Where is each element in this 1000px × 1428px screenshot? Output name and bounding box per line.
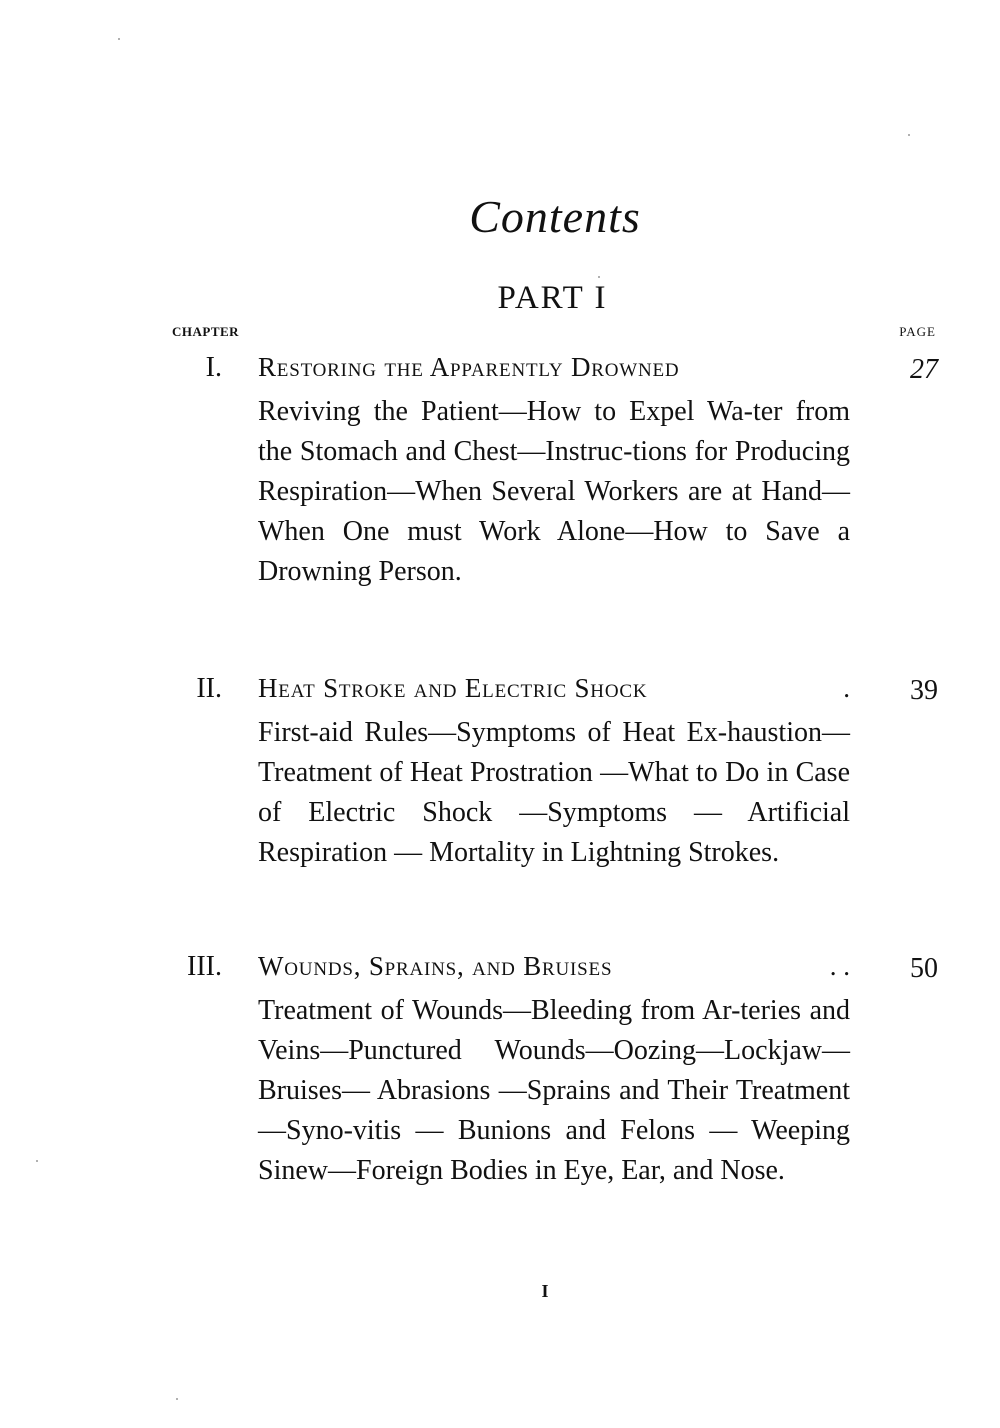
paper-speck (598, 276, 600, 278)
chapter-summary: Treatment of Wounds—Bleeding from Ar-teries and Veins—Punctured Wounds—Oozing—Lockjaw—Bruises— Abrasions —Sprains and Their Treatment—Syno-vitis — Bunions and Felons — Weeping Sinew—Foreign Bodies in Eye, Ear, and Nose. (258, 995, 850, 1186)
chapter-numeral: III. (187, 951, 222, 982)
chapter-summary: Reviving the Patient—How to Expel Wa-ter from the Stomach and Chest—Instruc-tions for Producing Respiration—When Several Workers are at Hand—When One must Work Alone—How to Save a Drowning Person. (258, 396, 850, 587)
chapter-heading: Wounds, Sprains, and Bruises (258, 951, 613, 981)
chapter-numeral: I. (205, 352, 222, 383)
contents-title: Contents (469, 191, 641, 242)
part-heading: PART I (497, 280, 608, 316)
chapter-numeral: II. (196, 673, 222, 704)
paper-speck (908, 134, 910, 136)
paper-speck (176, 1398, 178, 1400)
chapter-column-label: CHAPTER (172, 324, 240, 339)
page-number: 27 (910, 354, 938, 385)
dot-leader: . (843, 673, 850, 703)
paper-speck (36, 1160, 38, 1162)
page-folio: I (541, 1281, 549, 1301)
dot-leader: . . (829, 951, 850, 981)
page-number: 39 (910, 675, 938, 706)
chapter-summary: First-aid Rules—Symptoms of Heat Ex-haustion—Treatment of Heat Prostration —What to Do in Case of Electric Shock —Symptoms — Artificial Respiration — Mortality in Lightning Strokes. (258, 717, 850, 868)
chapter-heading: Heat Stroke and Electric Shock (258, 673, 648, 703)
paper-speck (118, 38, 120, 40)
page-number: 50 (910, 953, 938, 984)
page-column-label: PAGE (899, 324, 936, 339)
chapter-heading: Restoring the Apparently Drowned (258, 352, 680, 382)
